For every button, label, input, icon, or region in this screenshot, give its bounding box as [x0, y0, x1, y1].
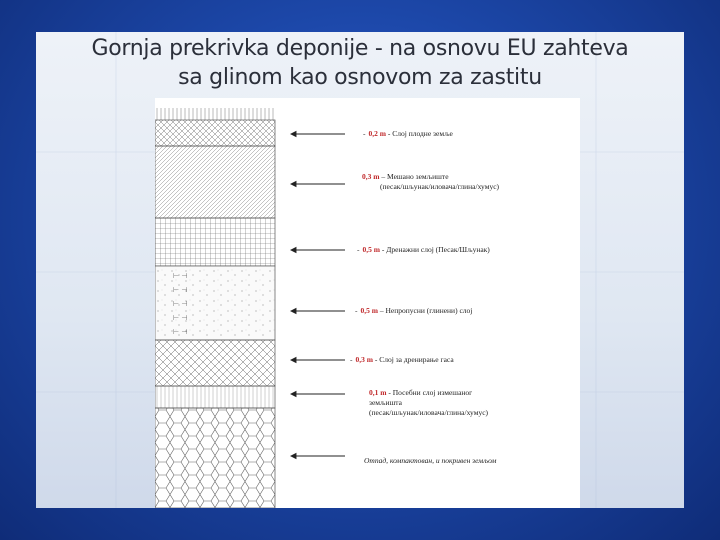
layer-drainage — [155, 218, 275, 266]
label-separation: 0,1 m - Посебни слој измешаног земљишта (песак/шљунак/иловача/глина/хумус) — [369, 388, 489, 417]
label-drainage: - 0,5 m - Дренажни слој (Песак/Шљунак) — [357, 245, 490, 254]
label-gas-drainage: - 0,3 m - Слој за дренирање гаса — [350, 355, 454, 364]
svg-text:⊢ ⊣: ⊢ ⊣ — [173, 286, 188, 294]
label-waste: Отпад, компактован, и покривен земљом — [364, 456, 497, 465]
title-line-2: sa glinom kao osnovom za zastitu — [178, 65, 542, 90]
label-clay: - 0,5 m – Непропусни (глинени) слој — [355, 306, 473, 315]
surface-hatch — [155, 106, 275, 120]
layer-diagram-svg — [155, 98, 580, 508]
svg-text:⊢ ⊣: ⊢ ⊣ — [173, 328, 188, 336]
layer-diagram — [155, 98, 580, 508]
layer-waste — [155, 408, 275, 508]
layer-gas-drainage — [155, 340, 275, 386]
label-topsoil: - 0,2 m - Слој плодне земље — [363, 129, 453, 138]
layer-topsoil — [155, 120, 275, 146]
svg-text:⊢ ⊣: ⊢ ⊣ — [173, 272, 188, 280]
layer-mixed-soil — [155, 146, 275, 218]
slide-title — [36, 34, 684, 92]
layer-separation — [155, 386, 275, 408]
title-line-1: Gornja prekrivka deponije - na osnovu EU zahteva — [91, 36, 629, 61]
svg-text:⊢ ⊣: ⊢ ⊣ — [173, 314, 188, 322]
arrows — [291, 132, 345, 459]
svg-text:⊢ ⊣: ⊢ ⊣ — [173, 300, 188, 308]
label-mixed-soil: 0,3 m – Мешано земљиште (песак/шљунак/иловача/глина/хумус) — [362, 172, 500, 191]
